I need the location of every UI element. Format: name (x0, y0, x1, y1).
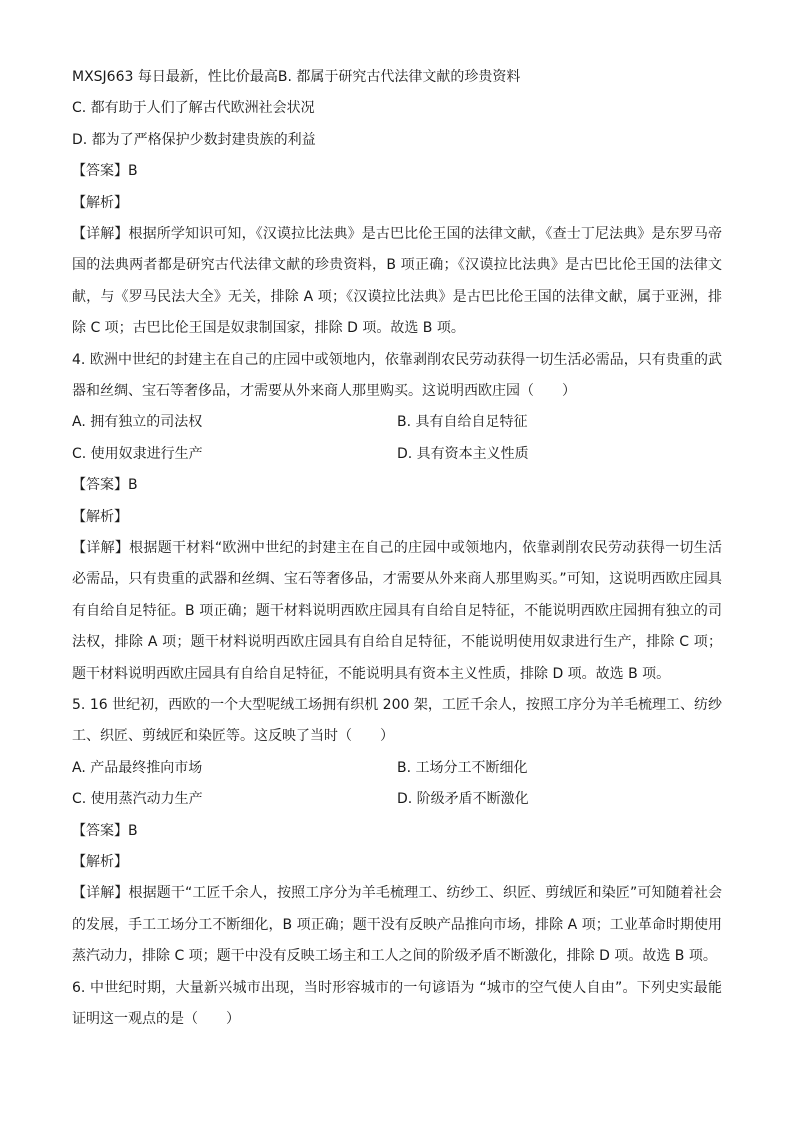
question-6-stem: 6. 中世纪时期，大量新兴城市出现，当时形容城市的一句谚语为 “城市的空气使人自由”。下列史实最能证明这一观点的是（ ） (72, 979, 722, 1027)
answer-label: 【答案】B (72, 163, 138, 180)
analysis-label: 【解析】 (72, 194, 128, 211)
option-d: D. 具有资本主义性质 (397, 445, 529, 462)
question-4-options-row2 (72, 439, 722, 470)
question-5-stem: 5. 16 世纪初，西欧的一个大型呢绒工场拥有织机 200 架，工匠千余人，按照工序分为羊毛梳理工、纺纱工、织匠、剪绒匠和染匠等。这反映了当时（ ） (72, 696, 722, 745)
option-b: B. 工场分工不断细化 (397, 759, 528, 776)
question-5-options-row1 (72, 753, 722, 784)
option-line-c: C. 都有助于人们了解古代欧洲社会状况 (72, 100, 315, 117)
option-line-d: D. 都为了严格保护少数封建贵族的利益 (72, 131, 316, 148)
answer-label: 【答案】B (72, 822, 138, 839)
question-5-options-row2 (72, 784, 722, 815)
analysis-label: 【解析】 (72, 853, 128, 870)
detail-paragraph: 【详解】根据题干材料“欧洲中世纪的封建主在自己的庄园中或领地内，依靠剥削农民劳动获得一切生活必需品，只有贵重的武器和丝绸、宝石等奢侈品，才需要从外来商人那里购买。”可知，这说明西欧庄园具有自给自足特征。B 项正确；题干材料说明西欧庄园具有自给自足特征，不能说明西欧庄园拥有独立的司法权，排除 A 项；题干材料说明西欧庄园具有自给自足特征，不能说明使用奴隶进行生产，排除 C 项；题干材料说明西欧庄园具有自给自足特征，不能说明具有资本主义性质，排除 D 项。故选 B 项。 (72, 539, 722, 682)
option-c: C. 使用蒸汽动力生产 (72, 791, 203, 808)
option-line-b: MXSJ663 每日最新，性比价最高B. 都属于研究古代法律文献的珍贵资料 (72, 69, 521, 85)
question-4-options-row1 (72, 407, 722, 438)
option-a: A. 拥有独立的司法权 (72, 414, 203, 431)
option-d: D. 阶级矛盾不断激化 (397, 791, 529, 808)
analysis-label: 【解析】 (72, 508, 128, 525)
answer-label: 【答案】B (72, 477, 138, 494)
document-page (72, 62, 722, 1035)
option-c: C. 使用奴隶进行生产 (72, 445, 203, 462)
option-b: B. 具有自给自足特征 (397, 414, 528, 431)
detail-paragraph: 【详解】根据所学知识可知，《汉谟拉比法典》是古巴比伦王国的法律文献，《查士丁尼法典》是东罗马帝国的法典两者都是研究古代法律文献的珍贵资料，B 项正确；《汉谟拉比法典》是古巴比伦王国的法律文献，与《罗马民法大全》无关，排除 A 项；《汉谟拉比法典》是古巴比伦王国的法律文献，属于亚洲，排除 C 项；古巴比伦王国是奴隶制国家，排除 D 项。故选 B 项。 (72, 225, 722, 337)
question-4-stem: 4. 欧洲中世纪的封建主在自己的庄园中或领地内，依靠剥削农民劳动获得一切生活必需品，只有贵重的武器和丝绸、宝石等奢侈品，才需要从外来商人那里购买。这说明西欧庄园（ ） (72, 351, 722, 399)
detail-paragraph: 【详解】根据题干“工匠千余人，按照工序分为羊毛梳理工、纺纱工、织匠、剪绒匠和染匠”可知随着社会的发展，手工工场分工不断细化，B 项正确；题干没有反映产品推向市场，排除 A 项；工业革命时期使用蒸汽动力，排除 C 项；题干中没有反映工场主和工人之间的阶级矛盾不断激化，排除 D 项。故选 B 项。 (72, 885, 722, 965)
option-a: A. 产品最终推向市场 (72, 759, 203, 776)
